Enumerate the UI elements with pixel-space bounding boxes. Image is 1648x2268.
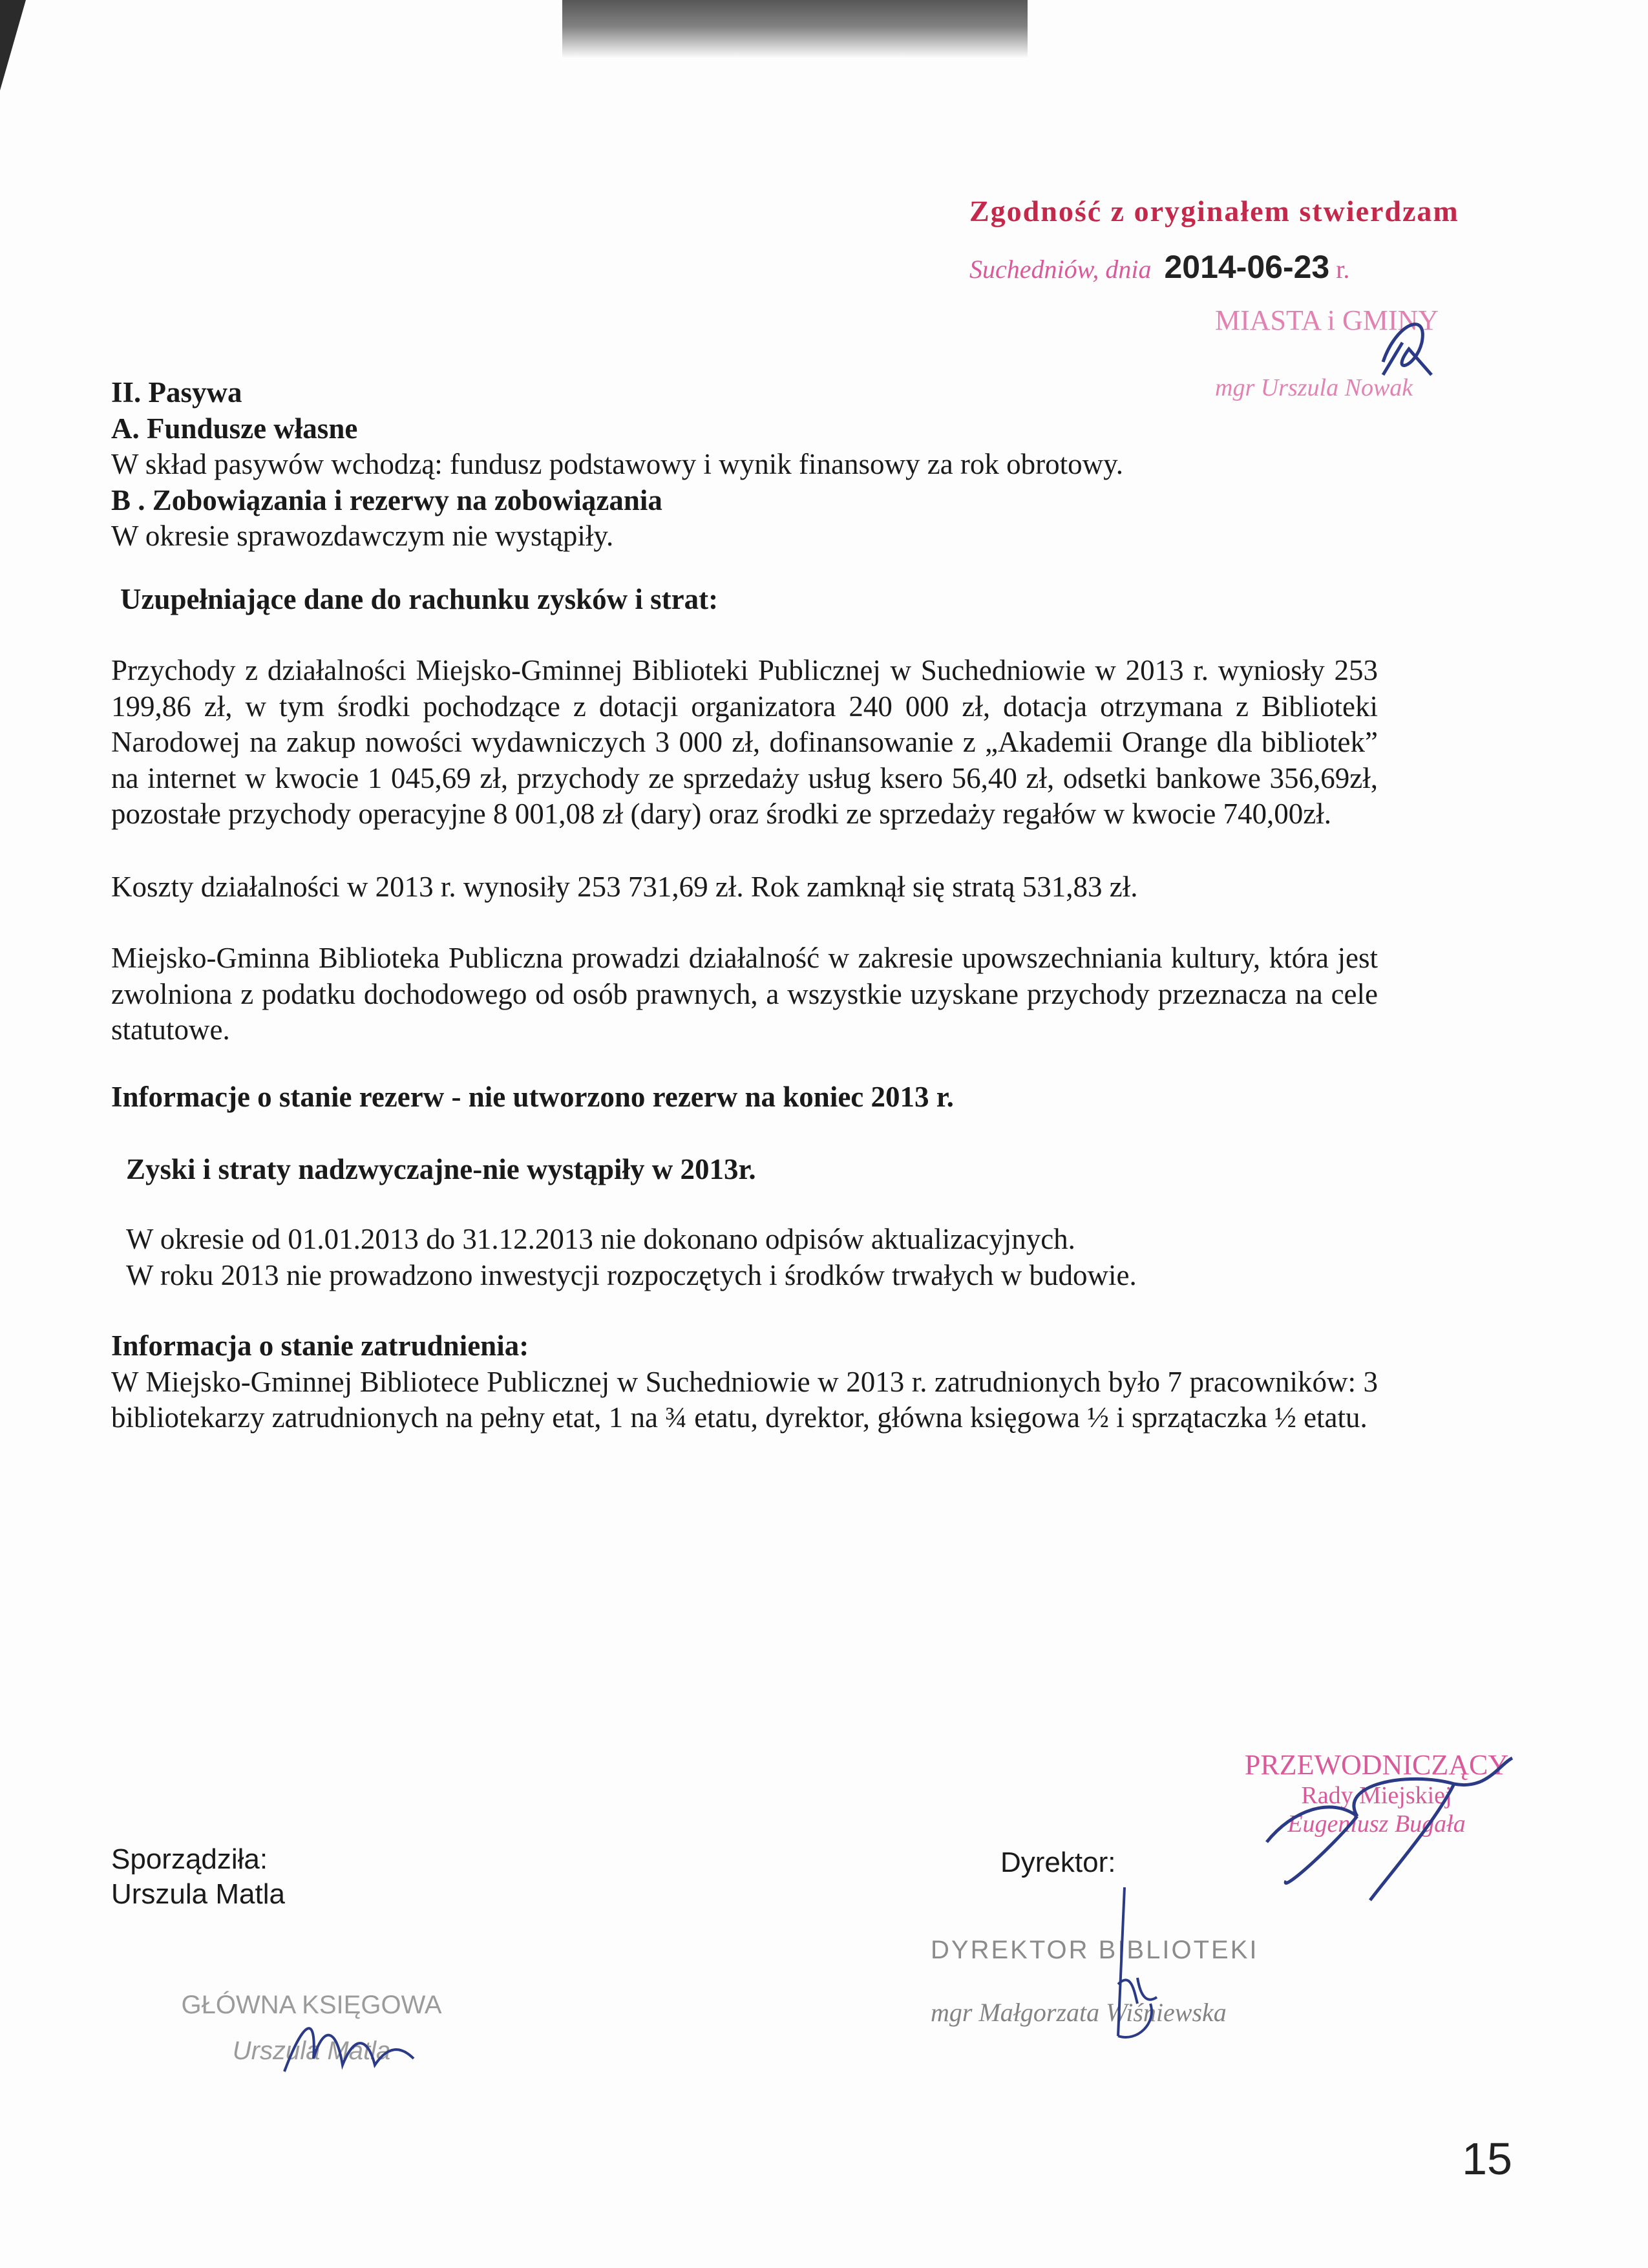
liabilities-text: W okresie sprawozdawczym nie wystąpiły. — [111, 520, 614, 553]
page-number: 15 — [1462, 2134, 1512, 2184]
subsection-title-liabilities: B . Zobowiązania i rezerwy na zobowiązania — [111, 483, 662, 516]
employment-text: W Miejsko-Gminnej Bibliotece Publicznej w Suchedniowie w 2013 r. zatrudnionych było 7 pracowników: 3 bibliotekarzy zatrudnionych na pełny etat, 1 na ¾ etatu, dyrektor, główna księgowa ½ i sprzątaczka ½ etatu. — [111, 1365, 1378, 1434]
extraordinary-title-block — [126, 1152, 1393, 1188]
income-paragraph-1: Przychody z działalności Miejsko-Gminnej Biblioteki Publicznej w Suchedniowie w 2013 r. wyniosły 253 199,86 zł, w tym środki pochodzące z dotacji organizatora 240 000 zł, dotacja otrzymana z Biblioteki Narodowej na zakup nowości wydawniczych 3 000 zł, dofinansowanie z „Akademii Orange dla bibliotek” na internet w kwocie 1 045,69 zł, przychody ze sprzedaży usług ksero 56,40 zł, odsetki bankowe 356,69zł, pozostałe przychody operacyjne 8 001,08 zł (dary) oraz środki ze sprzedaży regałów w kwocie 740,00zł. — [111, 654, 1378, 831]
equity-text: W skład pasywów wchodzą: fundusz podstawowy i wynik finansowy za rok obrotowy. — [111, 448, 1123, 481]
stamp-location: Suchedniów, dnia — [969, 255, 1152, 284]
reserves-block — [111, 1079, 1378, 1116]
accountant-stamp-name: Urszula Matla — [232, 2037, 391, 2065]
prepared-by-label: Sporządziła: — [111, 1843, 268, 1875]
stamp-line-1: Zgodność z oryginałem stwierdzam — [969, 195, 1459, 228]
certification-stamp — [969, 194, 1512, 228]
certification-date-line — [969, 248, 1512, 286]
director-stamp-title: DYREKTOR BIBLIOTEKI — [931, 1936, 1259, 1964]
employment-title: Informacja o stanie zatrudnienia: — [111, 1330, 529, 1362]
subsection-title-equity: A. Fundusze własne — [111, 412, 358, 445]
income-paragraph-3: Miejsko-Gminna Biblioteka Publiczna prowadzi działalność w zakresie upowszechniania kultury, która jest zwolniona z podatku dochodowego od osób prawnych, a wszystkie uzyskane przychody przeznacza na cele statutowe. — [111, 942, 1378, 1046]
section-title-passives: II. Pasywa — [111, 376, 242, 408]
extraordinary-lines — [126, 1222, 1393, 1293]
investments-text: W roku 2013 nie prowadzono inwestycji rozpoczętych i środków trwałych w budowie. — [126, 1258, 1137, 1291]
director-stamp-name: mgr Małgorzata Wiśniewska — [931, 1998, 1227, 2027]
signature-initial — [1370, 304, 1441, 388]
employment-section — [111, 1328, 1378, 1436]
stamp-line-4: mgr Urszula Nowak — [1215, 374, 1413, 401]
scan-artifact-corner — [0, 0, 26, 90]
stamp-date: 2014-06-23 — [1164, 249, 1330, 285]
accountant-stamp-title: GŁÓWNA KSIĘGOWA — [181, 1991, 442, 2019]
income-statement-title: Uzupełniające dane do rachunku zysków i strat: — [120, 583, 719, 615]
stamp-line-3: MIASTA i GMINY — [1215, 304, 1439, 336]
prepared-by-name: Urszula Matla — [111, 1878, 285, 1910]
accountant-signature — [278, 2007, 420, 2091]
reserves-title: Informacje o stanie rezerw - nie utworzono rezerw na koniec 2013 r. — [111, 1081, 954, 1113]
director-signature — [1073, 1881, 1176, 2049]
passives-section — [111, 375, 1378, 555]
chair-stamp-name: Eugeniusz Bugała — [1287, 1810, 1466, 1838]
income-paragraph-2: Koszty działalności w 2013 r. wynosiły 253 731,69 zł. Rok zamknął się stratą 531,83 zł. — [111, 871, 1138, 903]
income-title-block — [120, 582, 1387, 618]
extraordinary-title: Zyski i straty nadzwyczajne-nie wystąpiły w 2013r. — [126, 1153, 756, 1185]
prepared-by-block — [111, 1842, 285, 1912]
scan-artifact-top — [562, 0, 1028, 58]
stamp-date-suffix: r. — [1336, 255, 1350, 284]
chair-stamp-title: PRZEWODNICZĄCY — [1244, 1749, 1509, 1781]
director-label: Dyrektor: — [1000, 1847, 1116, 1878]
chair-signature — [1241, 1745, 1525, 1907]
write-downs-text: W okresie od 01.01.2013 do 31.12.2013 nie dokonano odpisów aktualizacyjnych. — [126, 1223, 1075, 1255]
chair-stamp-subtitle: Rady Miejskiej — [1301, 1782, 1452, 1809]
